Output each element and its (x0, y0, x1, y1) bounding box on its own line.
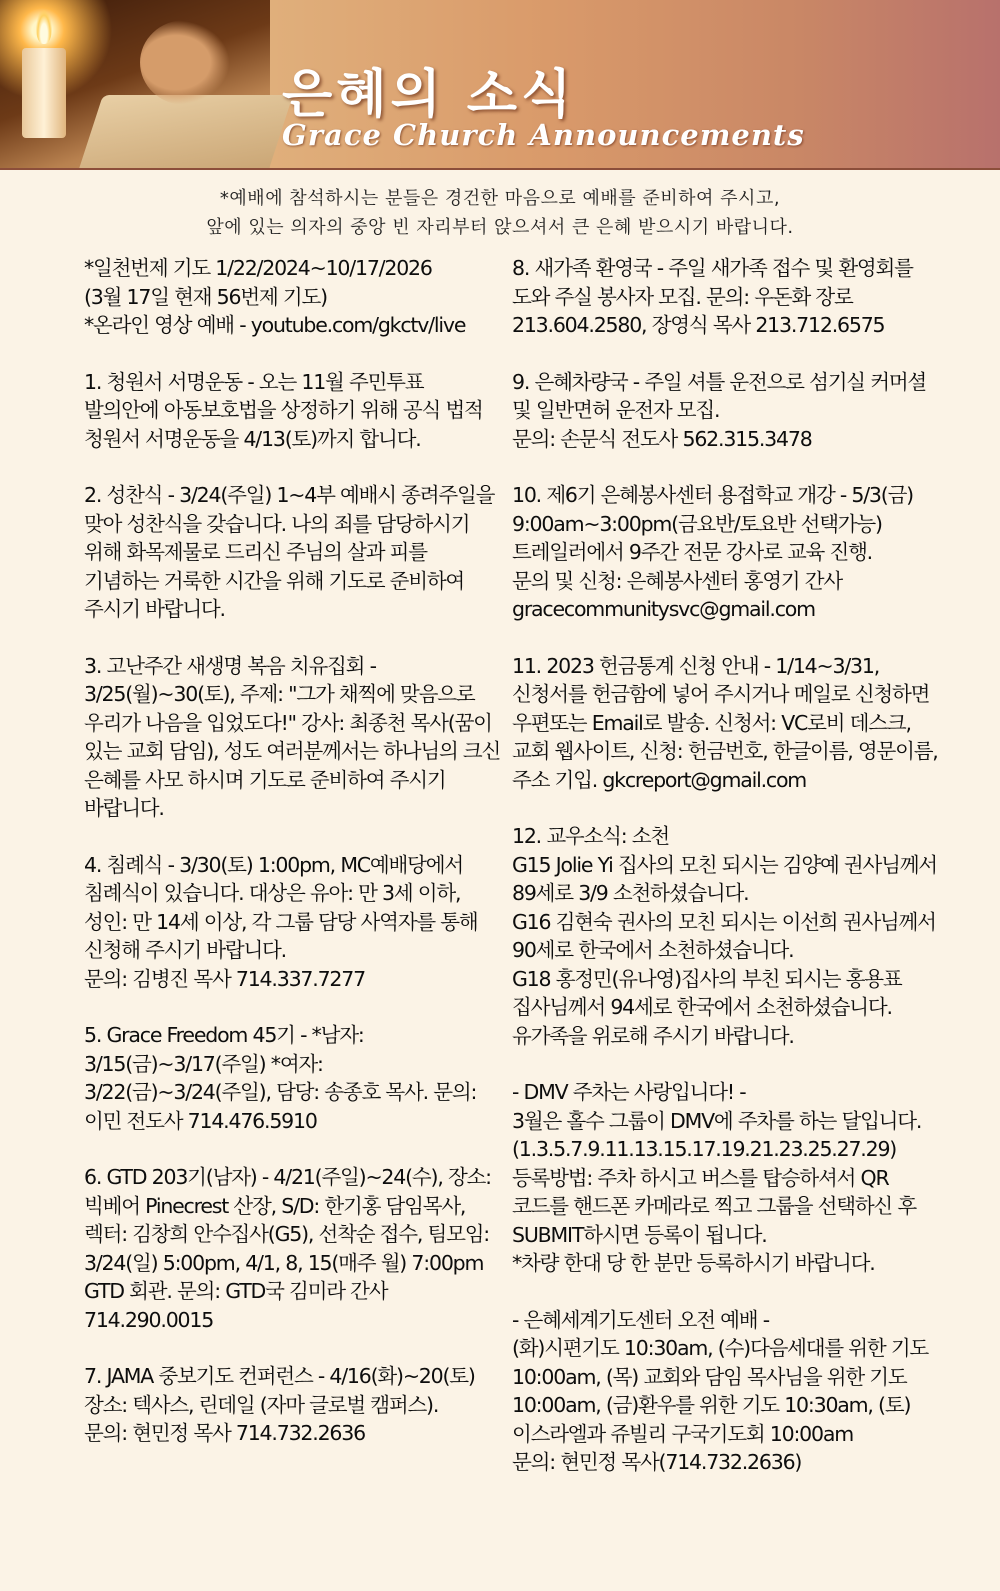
left-column (84, 254, 502, 1448)
announcement-6: 6. GTD 203기(남자) - 4/21(주일)~24(수), 장소: 빅베어 Pinecrest 산장, S/D: 한기홍 담임목사, 렉터: 김창희 안수집사(G5), 선착순 접수, 팀모임: 3/24(일) 5:00pm, 4/1, 8, 15(매주 월) 7:00pm GTD 회관. 문의: GTD국 김미라 간사 714.290.0015 (84, 1165, 491, 1332)
prayer-center-heading: - 은혜세계기도센터 오전 예배 - (512, 1307, 769, 1332)
announcement-10-contact: 문의 및 신청: 은혜봉사센터 홍영기 간사 (512, 568, 842, 593)
announcement-10: 10. 제6기 은혜봉사센터 용접학교 개강 - 5/3(금) 9:00am~3:00pm(금요반/토요반 선택가능) 트레일러에서 9주간 전문 강사로 교육 진행. (512, 483, 913, 564)
dmv-body: 3월은 홀수 그룹이 DMV에 주차를 하는 달입니다. (1.3.5.7.9.11.13.15.17.19.21.23.25.27.29) 등록방법: 주차 하시고 버스를 탑승하셔서 QR 코드를 핸드폰 카메라로 찍고 그룹을 선택하신 후 SUBMIT하시면 등록이 됩니다. (512, 1108, 922, 1247)
page-subtitle: Grace Church Announcements (282, 118, 805, 152)
prayer-line-2: (3월 17일 현재 56번제 기도) (84, 284, 327, 309)
prayer-center-body: (화)시편기도 10:30am, (수)다음세대를 위한 기도 10:00am, (목) 교회와 담임 목사님을 위한 기도 10:00am, (금)환우를 위한 기도 10:30am, (토)이스라엘과 쥬빌리 구국기도회 10:00am (512, 1336, 929, 1446)
announcement-5: 5. Grace Freedom 45기 - *남자: 3/15(금)~3/17(주일) *여자: 3/22(금)~3/24(주일), 담당: 송종호 목사. 문의: 이민 전도사 714.476.5910 (84, 1023, 477, 1133)
intro-notice (120, 184, 880, 242)
announcement-10-email: gracecommunitysvc@gmail.com (512, 597, 815, 621)
obituary-1: G15 Jolie Yi 집사의 모친 되시는 김양예 권사님께서 89세로 3/9 소천하셨습니다. (512, 852, 937, 905)
obituary-2: G16 김현숙 권사의 모친 되시는 이선희 권사님께서 90세로 한국에서 소천하셨습니다. (512, 909, 936, 962)
intro-line-1: *예배에 참석하시는 분들은 경건한 마음으로 예배를 준비하여 주시고, (219, 188, 781, 209)
announcement-7-place: 장소: 텍사스, 린데일 (자마 글로벌 캠퍼스). (84, 1392, 439, 1417)
candle-image (22, 48, 66, 138)
right-column (512, 254, 940, 1477)
dmv-note: *차량 한대 당 한 분만 등록하시기 바랍니다. (512, 1251, 875, 1275)
announcement-9-contact: 문의: 손문식 전도사 562.315.3478 (512, 426, 812, 451)
announcement-9: 9. 은혜차량국 - 주일 셔틀 운전으로 섬기실 커머셜 및 일반면허 운전자 모집. (512, 369, 927, 422)
prayer-line-1: *일천번제 기도 1/22/2024~10/17/2026 (84, 256, 432, 280)
announcement-7: 7. JAMA 중보기도 컨퍼런스 - 4/16(화)~20(토) (84, 1364, 475, 1388)
book-image (77, 95, 293, 170)
prayer-center-contact: 문의: 현민정 목사(714.732.2636) (512, 1450, 802, 1474)
announcement-3: 3. 고난주간 새생명 복음 치유집회 - 3/25(월)~30(토), 주제: "그가 채찍에 맞음으로 우리가 나음을 입었도다!" 강사: 최종천 목사(꿈이 있는 교회 담임), 성도 여러분께서는 하나님의 크신 은혜를 사모 하시며 기도로 준비하여 주시기 바랍니다. (84, 653, 501, 820)
announcement-11: 11. 2023 헌금통계 신청 안내 - 1/14~3/31, 신청서를 헌금함에 넣어 주시거나 메일로 신청하면 우편또는 Email로 발송. 신청서: VC로비 데스크, 교회 웹사이트, 신청: 헌금번호, 한글이름, 영문이름, 주소 기입. gkcreport@gmail.com (512, 653, 938, 792)
announcement-1: 1. 청원서 서명운동 - 오는 11월 주민투표 발의안에 아동보호법을 상정하기 위해 공식 법적 청원서 서명운동을 4/13(토)까지 합니다. (84, 369, 483, 451)
flame-image (36, 10, 52, 44)
header-banner (0, 0, 1000, 170)
online-worship: *온라인 영상 예배 - youtube.com/gkctv/live (84, 313, 466, 337)
announcement-8: 8. 새가족 환영국 - 주일 새가족 접수 및 환영회를 도와 주실 봉사자 모집. 문의: 우돈화 장로 213.604.2580, 장영식 목사 213.712.6575 (512, 256, 913, 337)
announcement-4: 4. 침례식 - 3/30(토) 1:00pm, MC예배당에서 침례식이 있습니다. 대상은 유아: 만 3세 이하, 성인: 만 14세 이상, 각 그룹 담당 사역자를 통해 신청해 주시기 바랍니다. (84, 852, 478, 962)
announcement-12-heading: 12. 교우소식: 소천 (512, 824, 669, 848)
dmv-heading: - DMV 주차는 사랑입니다! - (512, 1080, 746, 1104)
page-title: 은혜의 소식 (282, 65, 576, 125)
intro-line-2: 앞에 있는 의자의 중앙 빈 자리부터 앉으셔서 큰 은혜 받으시기 바랍니다. (206, 217, 794, 238)
announcement-7-contact: 문의: 현민정 목사 714.732.2636 (84, 1421, 365, 1445)
announcement-2: 2. 성찬식 - 3/24(주일) 1~4부 예배시 종려주일을 맞아 성찬식을 갖습니다. 나의 죄를 담당하시기 위해 화목제물로 드리신 주님의 살과 피를 기념하는 거룩한 시간을 위해 기도로 준비하여 주시기 바랍니다. (84, 483, 495, 621)
announcement-4-contact: 문의: 김병진 목사 714.337.7277 (84, 966, 365, 991)
praying-hands-image (140, 20, 230, 105)
prayer-photo (0, 0, 270, 170)
obituary-3: G18 홍정민(유나영)집사의 부친 되시는 홍용표 집사님께서 94세로 한국에서 소천하셨습니다. (512, 966, 902, 1019)
obituary-note: 유가족을 위로해 주시기 바랍니다. (512, 1023, 794, 1048)
